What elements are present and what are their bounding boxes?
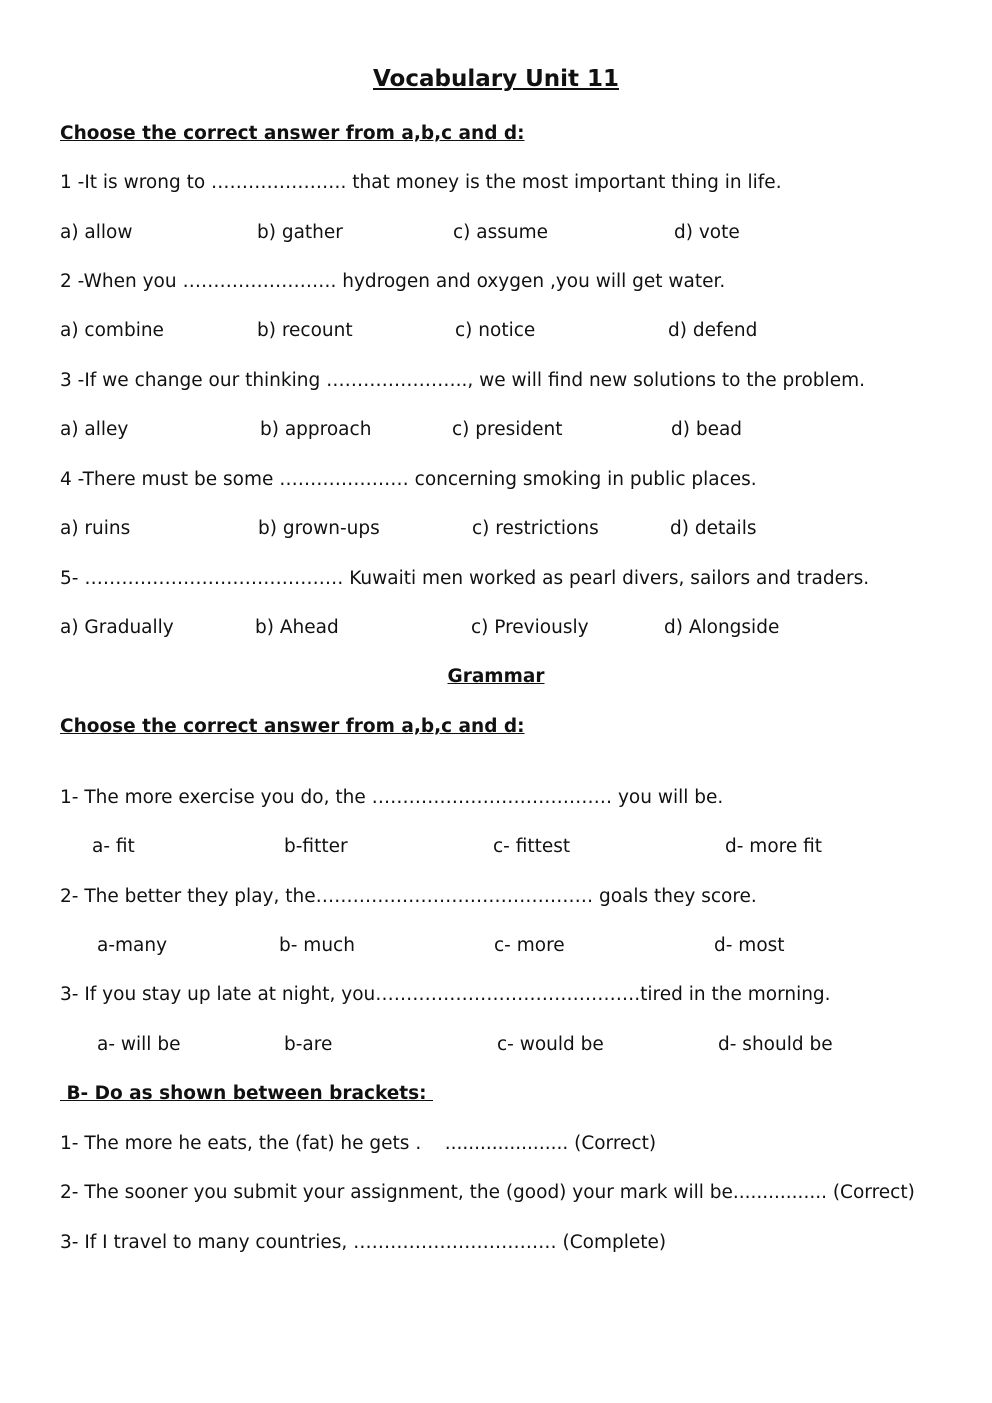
vocab-q2-option-d: d) defend xyxy=(668,320,758,341)
grammar-q1-option-c: c- fittest xyxy=(493,836,571,857)
vocab-q3-option-d: d) bead xyxy=(671,419,743,440)
vocab-q1-option-b: b) gather xyxy=(257,222,343,243)
grammar-heading: Grammar xyxy=(447,666,545,687)
section-b-heading: B- Do as shown between brackets: xyxy=(60,1083,433,1104)
grammar-q1-option-b: b-fitter xyxy=(284,836,348,857)
grammar-question-2: 2- The better they play, the……………………………………… goals they score. xyxy=(60,886,757,907)
vocab-q3-option-a: a) alley xyxy=(60,419,129,440)
vocab-q3-option-b: b) approach xyxy=(260,419,372,440)
vocab-q1-option-a: a) allow xyxy=(60,222,133,243)
vocab-q5-option-d: d) Alongside xyxy=(664,617,780,638)
vocab-q2-option-c: c) notice xyxy=(455,320,536,341)
page-title: Vocabulary Unit 11 xyxy=(372,66,620,92)
grammar-q3-option-d: d- should be xyxy=(718,1034,833,1055)
vocab-q2-option-a: a) combine xyxy=(60,320,164,341)
grammar-question-1: 1- The more exercise you do, the ………………………………… you will be. xyxy=(60,787,724,808)
vocab-q5-option-c: c) Previously xyxy=(471,617,589,638)
grammar-q2-option-c: c- more xyxy=(494,935,565,956)
grammar-q1-option-d: d- more fit xyxy=(725,836,823,857)
vocab-q4-option-a: a) ruins xyxy=(60,518,131,539)
section-b-item-2: 2- The sooner you submit your assignment, the (good) your mark will be................ (Correct) xyxy=(60,1182,915,1203)
grammar-q2-option-a: a-many xyxy=(97,935,168,956)
vocab-q4-option-c: c) restrictions xyxy=(472,518,599,539)
vocab-question-1: 1 -It is wrong to …………………. that money is the most important thing in life. xyxy=(60,172,782,193)
section-b-item-3: 3- If I travel to many countries, …………………………… (Complete) xyxy=(60,1232,667,1253)
vocab-q4-option-d: d) details xyxy=(670,518,757,539)
grammar-instruction: Choose the correct answer from a,b,c and d: xyxy=(60,716,525,737)
vocab-question-3: 3 -If we change our thinking ………………….., we will find new solutions to the problem. xyxy=(60,370,865,391)
vocab-question-4: 4 -There must be some ………………… concerning smoking in public places. xyxy=(60,469,757,490)
vocab-q2-option-b: b) recount xyxy=(257,320,353,341)
grammar-q3-option-a: a- will be xyxy=(97,1034,181,1055)
vocab-q5-option-b: b) Ahead xyxy=(255,617,339,638)
grammar-q3-option-b: b-are xyxy=(284,1034,333,1055)
vocab-q1-option-c: c) assume xyxy=(453,222,549,243)
grammar-question-3: 3- If you stay up late at night, you…………………………………….tired in the morning. xyxy=(60,984,831,1005)
vocab-instruction: Choose the correct answer from a,b,c and d: xyxy=(60,123,525,144)
grammar-q1-option-a: a- fit xyxy=(92,836,135,857)
grammar-q2-option-d: d- most xyxy=(714,935,785,956)
grammar-q3-option-c: c- would be xyxy=(497,1034,604,1055)
vocab-q3-option-c: c) president xyxy=(452,419,563,440)
vocab-q5-option-a: a) Gradually xyxy=(60,617,174,638)
grammar-q2-option-b: b- much xyxy=(279,935,355,956)
vocab-question-5: 5- …………………………………… Kuwaiti men worked as pearl divers, sailors and traders. xyxy=(60,568,870,589)
vocab-q4-option-b: b) grown-ups xyxy=(258,518,380,539)
section-b-item-1: 1- The more he eats, the (fat) he gets . ..................... (Correct) xyxy=(60,1133,657,1154)
vocab-q1-option-d: d) vote xyxy=(674,222,740,243)
vocab-question-2: 2 -When you ……………………. hydrogen and oxygen ,you will get water. xyxy=(60,271,726,292)
